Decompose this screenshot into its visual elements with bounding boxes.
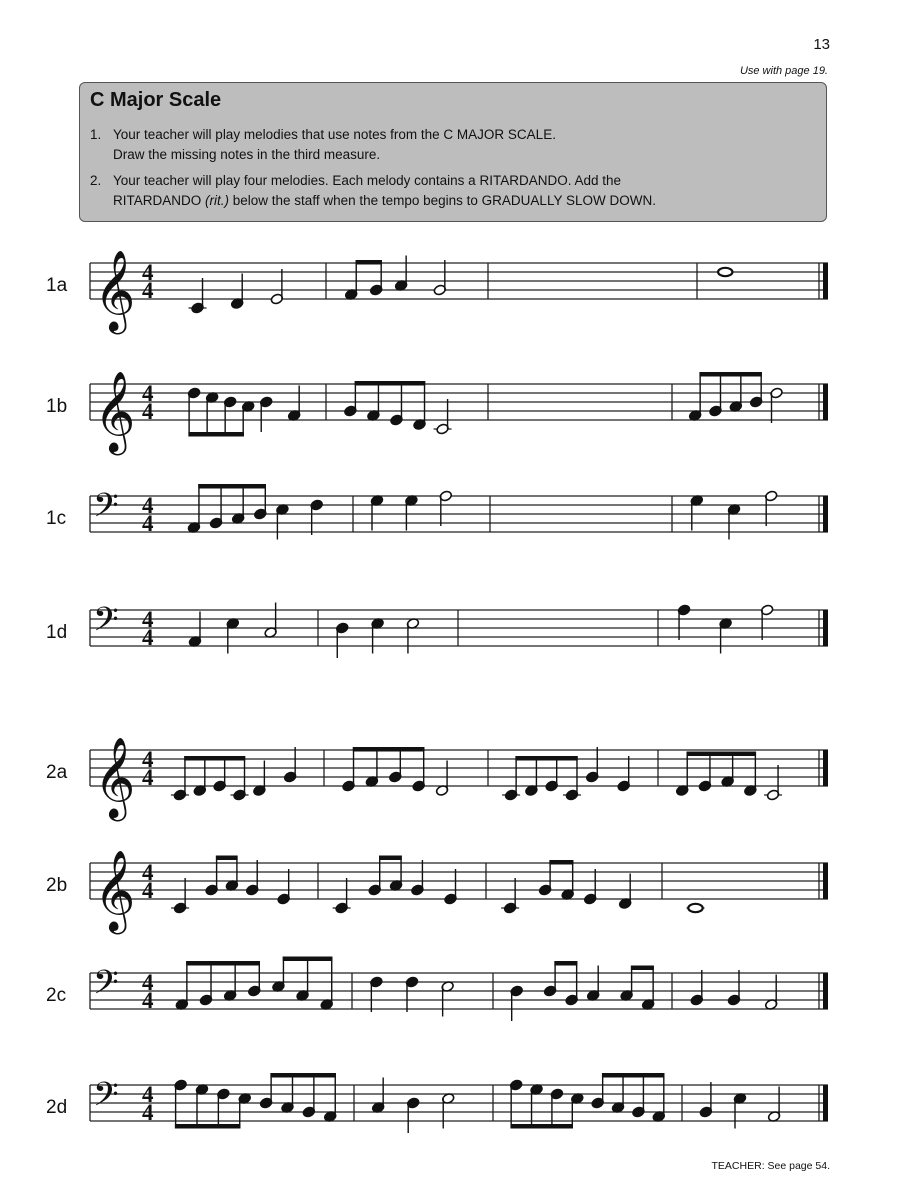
treble-clef-icon: 𝄞 xyxy=(94,249,136,331)
beam xyxy=(699,372,761,377)
time-signature-top: 4 xyxy=(142,381,154,406)
final-barline-thick xyxy=(823,750,828,786)
use-with-note: Use with page 19. xyxy=(739,65,828,77)
beam xyxy=(554,961,577,966)
staff-label: 2d xyxy=(46,1097,68,1118)
final-barline-thick xyxy=(823,496,828,532)
staff-1c xyxy=(46,484,828,540)
instruction-number: 2. xyxy=(90,173,102,188)
beam xyxy=(631,966,654,971)
time-signature-top: 4 xyxy=(142,860,154,885)
teacher-note: TEACHER: See page 54. xyxy=(711,1160,830,1172)
page-number: 13 xyxy=(813,36,830,53)
bass-clef-icon: 𝄢 xyxy=(93,487,119,533)
staff-1a xyxy=(46,249,828,334)
final-barline-thick xyxy=(823,263,828,299)
time-signature-bottom: 4 xyxy=(142,878,154,903)
staff-label: 1d xyxy=(46,622,68,643)
final-barline-thick xyxy=(823,863,828,899)
time-signature-top: 4 xyxy=(142,1082,154,1107)
rit-abbreviation: (rit.) xyxy=(205,193,230,208)
instruction-number: 1. xyxy=(90,127,102,142)
notehead xyxy=(718,268,732,276)
instruction-text-part: RITARDANDO xyxy=(113,193,206,208)
staff-1d xyxy=(46,601,828,658)
beam xyxy=(356,260,382,265)
time-signature-bottom: 4 xyxy=(142,1100,154,1125)
beam xyxy=(379,856,402,861)
bass-clef-icon: 𝄢 xyxy=(93,964,119,1010)
instruction-text: Your teacher will play melodies that use notes from the C MAJOR SCALE. xyxy=(113,127,556,142)
final-barline-thick xyxy=(823,973,828,1009)
time-signature-bottom: 4 xyxy=(142,399,154,424)
staff-1b xyxy=(46,370,828,455)
staff-label: 2b xyxy=(46,875,68,896)
time-signature-bottom: 4 xyxy=(142,625,154,650)
beam xyxy=(198,484,266,489)
beam xyxy=(353,747,425,752)
beam xyxy=(186,961,260,966)
time-signature-bottom: 4 xyxy=(142,988,154,1013)
time-signature-top: 4 xyxy=(142,493,154,518)
beam xyxy=(188,432,243,437)
section-title: C Major Scale xyxy=(90,89,222,111)
bass-clef-icon: 𝄢 xyxy=(93,1076,119,1122)
beam xyxy=(549,860,573,865)
beam xyxy=(510,1124,573,1129)
staff-2b xyxy=(46,849,828,934)
final-barline-thick xyxy=(823,384,828,420)
beam xyxy=(175,1124,241,1129)
staff-2a xyxy=(46,736,828,821)
bass-clef-icon: 𝄢 xyxy=(93,601,119,647)
staff-2d xyxy=(46,1073,828,1133)
treble-clef-icon: 𝄞 xyxy=(94,736,136,818)
staff-label: 2c xyxy=(46,985,67,1006)
beam xyxy=(687,752,757,757)
final-barline-thick xyxy=(823,610,828,646)
time-signature-bottom: 4 xyxy=(142,278,154,303)
beam xyxy=(216,856,238,861)
treble-clef-icon: 𝄞 xyxy=(94,849,136,931)
final-barline-thick xyxy=(823,1085,828,1121)
time-signature-bottom: 4 xyxy=(142,765,154,790)
beam xyxy=(515,756,577,761)
time-signature-top: 4 xyxy=(142,747,154,772)
beam xyxy=(355,381,426,386)
time-signature-top: 4 xyxy=(142,607,154,632)
treble-clef-icon: 𝄞 xyxy=(94,370,136,452)
time-signature-bottom: 4 xyxy=(142,511,154,536)
instruction-text-part: below the staff when the tempo begins to GRADUALLY SLOW DOWN. xyxy=(229,193,656,208)
time-signature-top: 4 xyxy=(142,970,154,995)
notehead xyxy=(688,904,702,912)
beam xyxy=(602,1073,665,1078)
beam xyxy=(270,1073,336,1078)
staff-label: 1c xyxy=(46,508,67,529)
beam xyxy=(184,756,245,761)
time-signature-top: 4 xyxy=(142,260,154,285)
staff-label: 1b xyxy=(46,396,68,417)
beam xyxy=(283,957,333,962)
instruction-text: Draw the missing notes in the third measure. xyxy=(113,147,381,162)
staff-label: 2a xyxy=(46,762,68,783)
staff-label: 1a xyxy=(46,275,68,296)
instruction-text: Your teacher will play four melodies. Each melody contains a RITARDANDO. Add the xyxy=(113,173,621,188)
staff-2c xyxy=(46,957,828,1022)
